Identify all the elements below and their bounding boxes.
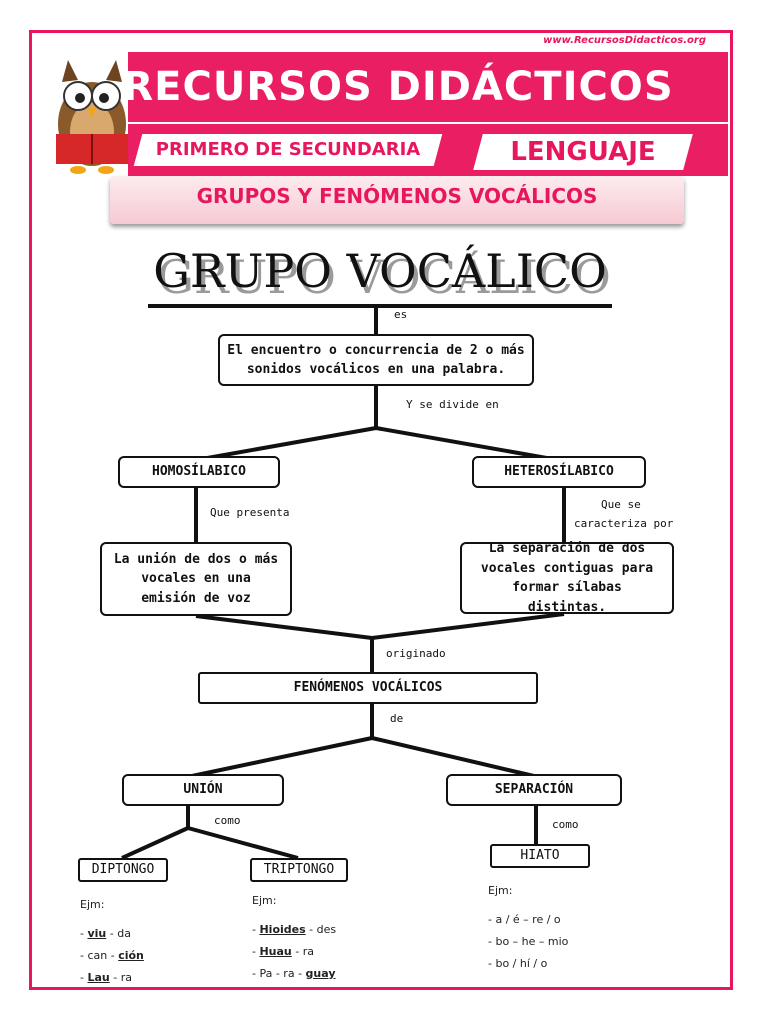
label-divide: Y se divide en <box>406 398 499 411</box>
example-item: - Pa - ra - guay <box>252 967 336 980</box>
definition-box: El encuentro o concurrencia de 2 o más sonidos vocálicos en una palabra. <box>218 334 534 386</box>
hiato-examples <box>488 884 568 979</box>
hiato-box: HIATO <box>490 844 590 868</box>
example-item: - bo / hí / o <box>488 957 548 970</box>
subtitle: GRUPOS Y FENÓMENOS VOCÁLICOS <box>196 184 598 208</box>
example-item: - Lau - ra <box>80 971 132 984</box>
homosilabico-desc-box: La unión de dos o más vocales en una emisión de voz <box>100 542 292 616</box>
label-presenta: Que presenta <box>210 506 290 519</box>
homosilabico-box: HOMOSÍLABICO <box>118 456 280 488</box>
ejm-label: Ejm: <box>488 884 513 897</box>
diptongo-box: DIPTONGO <box>78 858 168 882</box>
diptongo-examples <box>80 898 144 993</box>
example-item: - Hioides - des <box>252 923 337 936</box>
site-url: www.RecursosDidacticos.org <box>543 35 706 46</box>
example-item: - Huau - ra <box>252 945 314 958</box>
label-de: de <box>390 712 404 725</box>
triptongo-box: TRIPTONGO <box>250 858 348 882</box>
separacion-box: SEPARACIÓN <box>446 774 622 806</box>
label-es: es <box>394 308 408 321</box>
ejm-label: Ejm: <box>80 898 105 911</box>
banner-title: RECURSOS DIDÁCTICOS <box>122 64 674 110</box>
label-caracteriza-2: caracteriza por <box>574 517 674 530</box>
label-como-union: como <box>214 814 241 827</box>
heterosilabico-box: HETEROSÍLABICO <box>472 456 646 488</box>
ejm-label: Ejm: <box>252 894 277 907</box>
triptongo-examples <box>252 894 336 989</box>
label-caracteriza-1: Que se <box>601 498 641 511</box>
example-item: - can - ción <box>80 949 144 962</box>
label-originado: originado <box>386 647 446 660</box>
subject-badge: LENGUAJE <box>473 134 693 170</box>
fenomenos-box: FENÓMENOS VOCÁLICOS <box>198 672 538 704</box>
example-item: - bo – he – mio <box>488 935 569 948</box>
example-item: - a / é – re / o <box>488 913 561 926</box>
level-badge: PRIMERO DE SECUNDARIA <box>134 134 443 166</box>
heterosilabico-desc-box: La separación de dos vocales contiguas para formar sílabas distintas. <box>460 542 674 614</box>
label-como-separacion: como <box>552 818 579 831</box>
union-box: UNIÓN <box>122 774 284 806</box>
example-item: - viu - da <box>80 927 131 940</box>
diagram-root-title: GRUPO VOCÁLICO <box>153 244 607 298</box>
